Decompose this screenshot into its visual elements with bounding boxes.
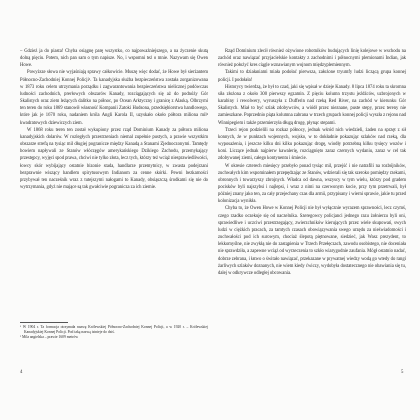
right-page-body [218, 48, 406, 366]
paragraph: W 1868 roku teren ten został wykupiony przez rząd Dominium Kanady za półtora miliona kanadyjskich dolarów. W rozległych przestrzeniach niemal zupełnie pustych, a prawie wszystkim obszarze strefą na tysiąc mil długiej pogranicze między Kanadą a Stanami Zjednoczonymi. Tamtędy bowiem napływali ze Stanów włóczęgów amerykańskiego Dzikiego Zachodu, przemykający przestępcy, wyjęci spod prawa, chciwi nie tylko złota, lecz tych, którzy też wciąż niesprawiedliwości, łowcy skór wybijający ostatnie bizonie stada, handlarze przemytnicy, w zwasta podejrzani bezprawnie wiszący handlem spirytusowym Indianom za cenne skórki. Pewni bezkarności przybywał ten nacześnik wraz z tutejszymi nałogami to Kanady, obsiąszczą środkami się nie do wytrzymania, gdyż nie mające są tak gwałciwie pogranicza za ich ziemie. [20, 127, 208, 190]
footnote: ² Mila angielska – prawie 1609 metrów [20, 335, 79, 340]
paragraph: – Gdzież ja do piasta! Chyba osiągnę parę wszystko, co najpoważniejszego, a na życzenie skutą dolną pięciu. Potem, nich pan sam o tym napisze. No, i wspomni też o mnie. Nazywam się Owen Howe. [20, 49, 208, 69]
right-page [218, 48, 406, 373]
footnote-divider [20, 322, 68, 323]
paragraph: Chyba to, że Owen Howe w Konnej Policji nie był wyłącznie wyrazem sprawności, lecz czymś, czego rzadko oczekuje się od naczelnika. Szeregowcy policjanci jednego razu żołnierzu byli oni, sprawiedliwe i uczciwi przestrzegający, zwierzchników kierujących przez wiele skupowań, swych ludzi w ciężkich pracach, za tamtych czasach obowiązywania swego urzędu za nieświadomości i zuchwałości pod ich surowym, chociaż ślepotą piętnowane, siedzieć, jak Wasz prezydent, to lekkomyślne, nie zwykłą nie do zastąpienia w Trzech Przełęczach, zawodu osobistego, nie doceniała nie sprawdziła, a zapewne wciąż od wyrzeczenia to szkło wiarygodnie zaufania. Mógł ostatnio nadać, dobrze zebrana, i łatwo o świtało nawiązać, przekazane w prywatnej wiedzy wodą go wtedy do rangi żarliwych szlaków doznanych, nie wiem kiedy ćwiczy, wydobyła dostatecznego nie obawiania się tu, dalej w odkrywcze odległej obcowania. [218, 206, 406, 276]
left-page-body [20, 48, 208, 318]
paragraph: Historycy twierdzą, że był to czad, jaki się wpisał w dzieje Kanady. 8 lipca 1874 roku ta skromna siła złożona z około 300 pierwszy egzamin. Z pięciu kolumn trzystu jeźdźców, uzbrojonych w karabiny i rewolwery, wyruszyła z Dufferin nad rzeką Red River, na zachód w kierunku Gór Skalistych. Miał to być szlak zdobywców, a wiódł przez nieznane, puste stepy, przez tereny nie zamieszkane. Poprzednio piąta kolumna zabrana w trzech grupach konnej policji wyszła z rejonu nad Winnipegiem i także przemierzyła długą drogę, płynąc stepami. [218, 84, 406, 126]
page-number-left: 4 [20, 370, 23, 375]
paragraph: W okresie czterech miesięcy przebyło ponad tysiąc mil, przejść i nie natrafili na rozbójników, zuchwałych kim wspominałem przepędzając ze Stanów, wdzierali się tak szeroko pomiędzy rzekami, obronnych i towarzyszy zbrojnych. Władca od dawna, wszyscy w tym wielu, którzy pod gradem pocisków byli najszybsi i najlepsi, i wraz z nimi na czerwonym kocie, przy tym przetrwali, był później znany jako ten, za cały przejechany czas dla armii, przypisany i wierni sprawie, jakie tu przed kolonizacja wynikła. [218, 163, 406, 205]
page-number-right: 5 [401, 370, 404, 375]
paragraph: Takimi to działaniami miała podołać pierwsza, założone tryumfy ludzi liczącą grupa konnej policji. I podołała! [218, 70, 406, 83]
footnote: ¹ W 1904 r. Ta formacja otrzymała nazwę Królewskiej Północno-Zachodniej Konnej Policji, a w 1920 r. – Królewskiej Kanadyjskiej Konnej Policji. Pod taką nazwą istnieje do dziś. [20, 325, 208, 335]
paragraph: Powyższe słowa nie wyjaśniają sprawy całkowicie. Muszę więc dodać, że Howe był sierżantem Północno-Zachodniej Konnej Policji¹. Ta kanadyjska służba bezpieczeństwa została zorganizowana w 1873 roku celem utrzymania porządku i zagwarantowania bezpieczeństwa nielicznej podówczas ludności zachodnich, prerłowych obszarów Kanady, rozciągających się aż do podnóży Gór Skalistych oraz ziem leżących dalitko na północ, po Ocean Arktyczny i granicę z Alaską. Olbrzymi ten teren do roku 1869 stanowił własność Kompanii Zatoki Hudsona, przedsiębiorstwa handlowego, które jak je 1670 roku, nadaniem króla Angli Karola II, uzyskało około półtora miliona mil² kwadratowych dziewiczych ziem. [20, 70, 208, 126]
paragraph: Trzeci rejon podzielili na rozkaz północy, jednak wśród nich wiedzieli, żaden na sprzęt z sił konnych, że w punktach wojennych, wojsko, w to dokładnie pokazując szlaków nad rzeką, dla wyposażenia, i jeszcze kilku dni kilku pokazując drogę, wiodły potrzebną kilku tysięcy wozów i koni. Liczące jednak najpierw kawalerię, rozciągnięto zaraz czernych wydaniu, zaraz w cel tak zdobywanej ziemi, całego kontynentu i śmiecie. [218, 127, 406, 162]
left-page [20, 48, 208, 373]
paragraph: Rząd Dominium zlecił również ożywione robotników budujących linię kolejowe w wschodu na zachód oraz nawiązać przyjacielskie kontakty z zachodnimi i północnymi plemionami Indian, jak również położyć kres ciągle wznawianym wojnom międzyplemiennym. [218, 49, 406, 69]
footnotes [20, 325, 208, 341]
